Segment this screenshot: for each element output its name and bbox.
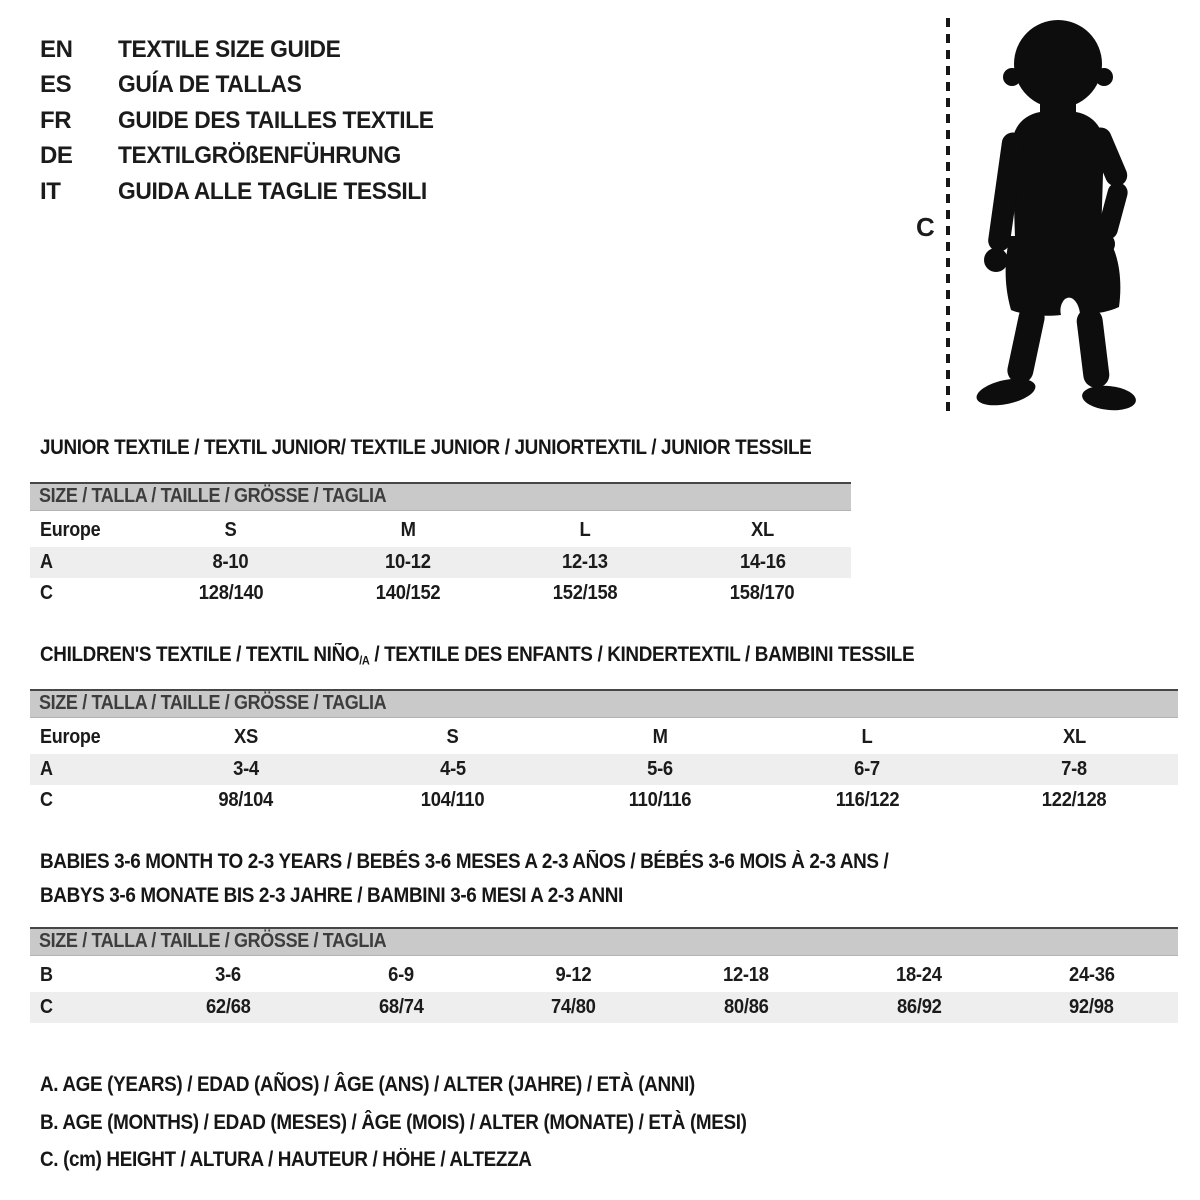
silhouette-leg-left	[1005, 302, 1047, 386]
silhouette-shorts	[1006, 236, 1121, 316]
row-label-cell	[30, 547, 142, 578]
language-list	[40, 32, 450, 210]
height-cell	[764, 785, 971, 816]
children-size-table	[30, 689, 1178, 816]
height-cell	[556, 785, 763, 816]
size-cell	[319, 513, 496, 547]
cell-value: 116/122	[835, 789, 899, 811]
age-cell	[971, 754, 1178, 785]
row-label-cell	[30, 785, 142, 816]
cell-value: 7-8	[1061, 758, 1088, 780]
junior-size-header-bar	[30, 482, 851, 511]
legend-age-months	[40, 1104, 825, 1142]
language-code: FR	[40, 106, 72, 134]
cell-value: 3-6	[215, 963, 242, 986]
babies-table	[30, 958, 1178, 1023]
cell-value: L	[861, 725, 873, 748]
cell-value: 9-12	[555, 963, 592, 986]
language-code: EN	[40, 35, 73, 63]
cell-value: 12-13	[562, 551, 608, 573]
table-row-height-cm	[30, 785, 1178, 816]
row-label-cell	[30, 992, 142, 1023]
cell-value: 110/116	[628, 789, 692, 811]
legend-age-years-text: A. AGE (YEARS) / EDAD (AÑOS) / ÂGE (ANS) / ALTER (JAHRE) / ETÀ (ANNI)	[40, 1073, 695, 1096]
row-label-cell	[30, 754, 142, 785]
language-row-en	[40, 32, 450, 68]
silhouette-foot-right	[1081, 383, 1137, 413]
cell-value: 10-12	[385, 551, 431, 573]
cell-value: 158/170	[730, 582, 795, 604]
age-cell	[833, 958, 1006, 992]
age-cell	[556, 754, 763, 785]
height-cell	[349, 785, 556, 816]
language-code: IT	[40, 177, 61, 205]
age-cell	[487, 958, 660, 992]
row-label-cell	[30, 513, 142, 547]
height-cell	[674, 578, 851, 609]
size-header-label: SIZE / TALLA / TAILLE / GRÖSSE / TAGLIA	[39, 485, 387, 507]
height-cell	[142, 578, 319, 609]
babies-title-line2-text: BABYS 3-6 MONATE BIS 2-3 JAHRE / BAMBINI 3-6 MESI A 2-3 ANNI	[40, 884, 623, 907]
language-code: DE	[40, 142, 73, 170]
children-table	[30, 720, 1178, 816]
row-label: A	[40, 551, 53, 573]
cell-value: 104/110	[420, 789, 485, 811]
cell-value: 80/86	[723, 996, 769, 1018]
row-label: C	[40, 582, 53, 604]
row-label-cell	[30, 958, 142, 992]
age-cell	[660, 958, 833, 992]
height-dashed-line	[946, 18, 950, 415]
size-cell	[142, 513, 319, 547]
age-cell	[674, 547, 851, 578]
language-row-fr	[40, 103, 450, 139]
language-guide-title-text: TEXTILE SIZE GUIDE	[118, 35, 341, 63]
table-row-europe	[30, 720, 1178, 754]
children-section-title	[40, 643, 1011, 667]
cell-value: 128/140	[198, 582, 263, 604]
height-cell	[315, 992, 488, 1023]
height-measure-label: C	[916, 212, 935, 242]
cell-value: 5-6	[647, 758, 673, 780]
height-cell	[497, 578, 674, 609]
children-section-title-text	[40, 643, 914, 667]
height-cell	[833, 992, 1006, 1023]
silhouette-leg-right	[1075, 307, 1111, 390]
height-cell	[971, 785, 1178, 816]
children-title-suffix: / TEXTILE DES ENFANTS / KINDERTEXTIL / BAMBINI TESSILE	[369, 643, 915, 666]
cell-value: 62/68	[205, 996, 251, 1018]
cell-value: 68/74	[378, 996, 424, 1018]
size-cell	[764, 720, 971, 754]
cell-value: 24-36	[1068, 963, 1115, 986]
language-row-it	[40, 174, 450, 210]
row-label: B	[40, 963, 53, 986]
age-cell	[319, 547, 496, 578]
age-cell	[349, 754, 556, 785]
row-label: Europe	[40, 725, 101, 748]
age-cell	[142, 547, 319, 578]
cell-value: 18-24	[896, 963, 942, 986]
measurement-legend	[40, 1066, 825, 1179]
size-header-label: SIZE / TALLA / TAILLE / GRÖSSE / TAGLIA	[39, 930, 387, 952]
cell-value: 6-9	[388, 963, 414, 986]
silhouette-ear-left	[1003, 68, 1021, 86]
row-label: Europe	[40, 518, 101, 541]
size-cell	[971, 720, 1178, 754]
cell-value: 98/104	[218, 789, 273, 811]
cell-value: S	[446, 725, 459, 748]
height-cell	[142, 785, 349, 816]
junior-table	[30, 513, 851, 609]
language-guide-title	[118, 142, 416, 170]
cell-value: 86/92	[896, 996, 942, 1018]
junior-section-title	[40, 436, 897, 460]
cell-value: 12-18	[723, 963, 770, 986]
cell-value: 74/80	[551, 996, 596, 1018]
row-label: C	[40, 789, 53, 811]
size-cell	[349, 720, 556, 754]
height-cell	[660, 992, 833, 1023]
height-cell	[142, 992, 315, 1023]
babies-section-title-line2	[40, 879, 983, 913]
row-label-cell	[30, 578, 142, 609]
age-cell	[315, 958, 488, 992]
table-row-age-months	[30, 958, 1178, 992]
table-row-age-years	[30, 547, 851, 578]
size-cell	[556, 720, 763, 754]
size-cell	[142, 720, 349, 754]
babies-size-table	[30, 927, 1178, 1023]
cell-value: M	[652, 725, 668, 748]
table-row-height-cm	[30, 992, 1178, 1023]
table-row-europe	[30, 513, 851, 547]
language-guide-title-text: GUIDA ALLE TAGLIE TESSILI	[118, 177, 427, 205]
row-label-cell	[30, 720, 142, 754]
cell-value: 122/128	[1042, 789, 1107, 811]
toddler-silhouette	[966, 16, 1144, 416]
babies-section-title-line1	[40, 845, 983, 879]
row-label: C	[40, 996, 53, 1018]
row-label: A	[40, 758, 53, 780]
language-guide-title-text: TEXTILGRÖßENFÜHRUNG	[118, 142, 401, 170]
age-cell	[142, 958, 315, 992]
age-cell	[1005, 958, 1178, 992]
legend-height-cm	[40, 1141, 825, 1179]
height-cell	[1005, 992, 1178, 1023]
legend-age-months-text: B. AGE (MONTHS) / EDAD (MESES) / ÂGE (MOIS) / ALTER (MONATE) / ETÀ (MESI)	[40, 1110, 747, 1134]
cell-value: 92/98	[1069, 996, 1114, 1018]
size-header-label: SIZE / TALLA / TAILLE / GRÖSSE / TAGLIA	[39, 692, 387, 714]
cell-value: 4-5	[439, 758, 466, 780]
cell-value: 6-7	[854, 758, 881, 780]
table-row-age-years	[30, 754, 1178, 785]
cell-value: 152/158	[552, 582, 618, 604]
children-title-sub: /A	[359, 653, 370, 668]
size-cell	[674, 513, 851, 547]
size-cell	[497, 513, 674, 547]
cell-value: XL	[1062, 725, 1086, 748]
height-cell	[487, 992, 660, 1023]
table-row-height-cm	[30, 578, 851, 609]
cell-value: 3-4	[232, 758, 259, 780]
cell-value: L	[579, 518, 591, 541]
age-cell	[764, 754, 971, 785]
language-guide-title-text: GUÍA DE TALLAS	[118, 71, 302, 99]
junior-section-title-text: JUNIOR TEXTILE / TEXTIL JUNIOR/ TEXTILE JUNIOR / JUNIORTEXTIL / JUNIOR TESSILE	[40, 436, 812, 459]
silhouette-torso	[1012, 94, 1104, 238]
legend-age-years	[40, 1066, 825, 1104]
cell-value: 8-10	[212, 551, 249, 573]
height-cell	[319, 578, 496, 609]
babies-section-title	[40, 845, 983, 913]
babies-size-header-bar	[30, 927, 1178, 956]
cell-value: XS	[233, 725, 258, 748]
silhouette-hand-left	[984, 248, 1008, 272]
cell-value: 14-16	[739, 551, 786, 573]
language-row-de	[40, 139, 450, 175]
language-code: ES	[40, 71, 72, 99]
language-guide-title	[118, 36, 352, 64]
silhouette-ear-right	[1095, 68, 1113, 86]
children-size-header-bar	[30, 689, 1178, 718]
age-cell	[497, 547, 674, 578]
cell-value: XL	[750, 518, 774, 541]
age-cell	[142, 754, 349, 785]
language-guide-title	[118, 178, 443, 206]
cell-value: M	[400, 518, 416, 541]
language-guide-title	[118, 71, 311, 99]
language-row-es	[40, 68, 450, 104]
cell-value: S	[224, 518, 237, 541]
children-title-prefix: CHILDREN'S TEXTILE / TEXTIL NIÑO	[40, 643, 360, 666]
language-guide-title-text: GUIDE DES TAILLES TEXTILE	[118, 106, 434, 134]
legend-height-cm-text: C. (cm) HEIGHT / ALTURA / HAUTEUR / HÖHE / ALTEZZA	[40, 1148, 532, 1171]
language-guide-title	[118, 107, 450, 135]
cell-value: 140/152	[375, 582, 441, 604]
babies-title-line1-text: BABIES 3-6 MONTH TO 2-3 YEARS / BEBÉS 3-6 MESES A 2-3 AÑOS / BÉBÉS 3-6 MOIS À 2-3 ANS /	[40, 850, 889, 873]
junior-size-table	[30, 482, 851, 609]
